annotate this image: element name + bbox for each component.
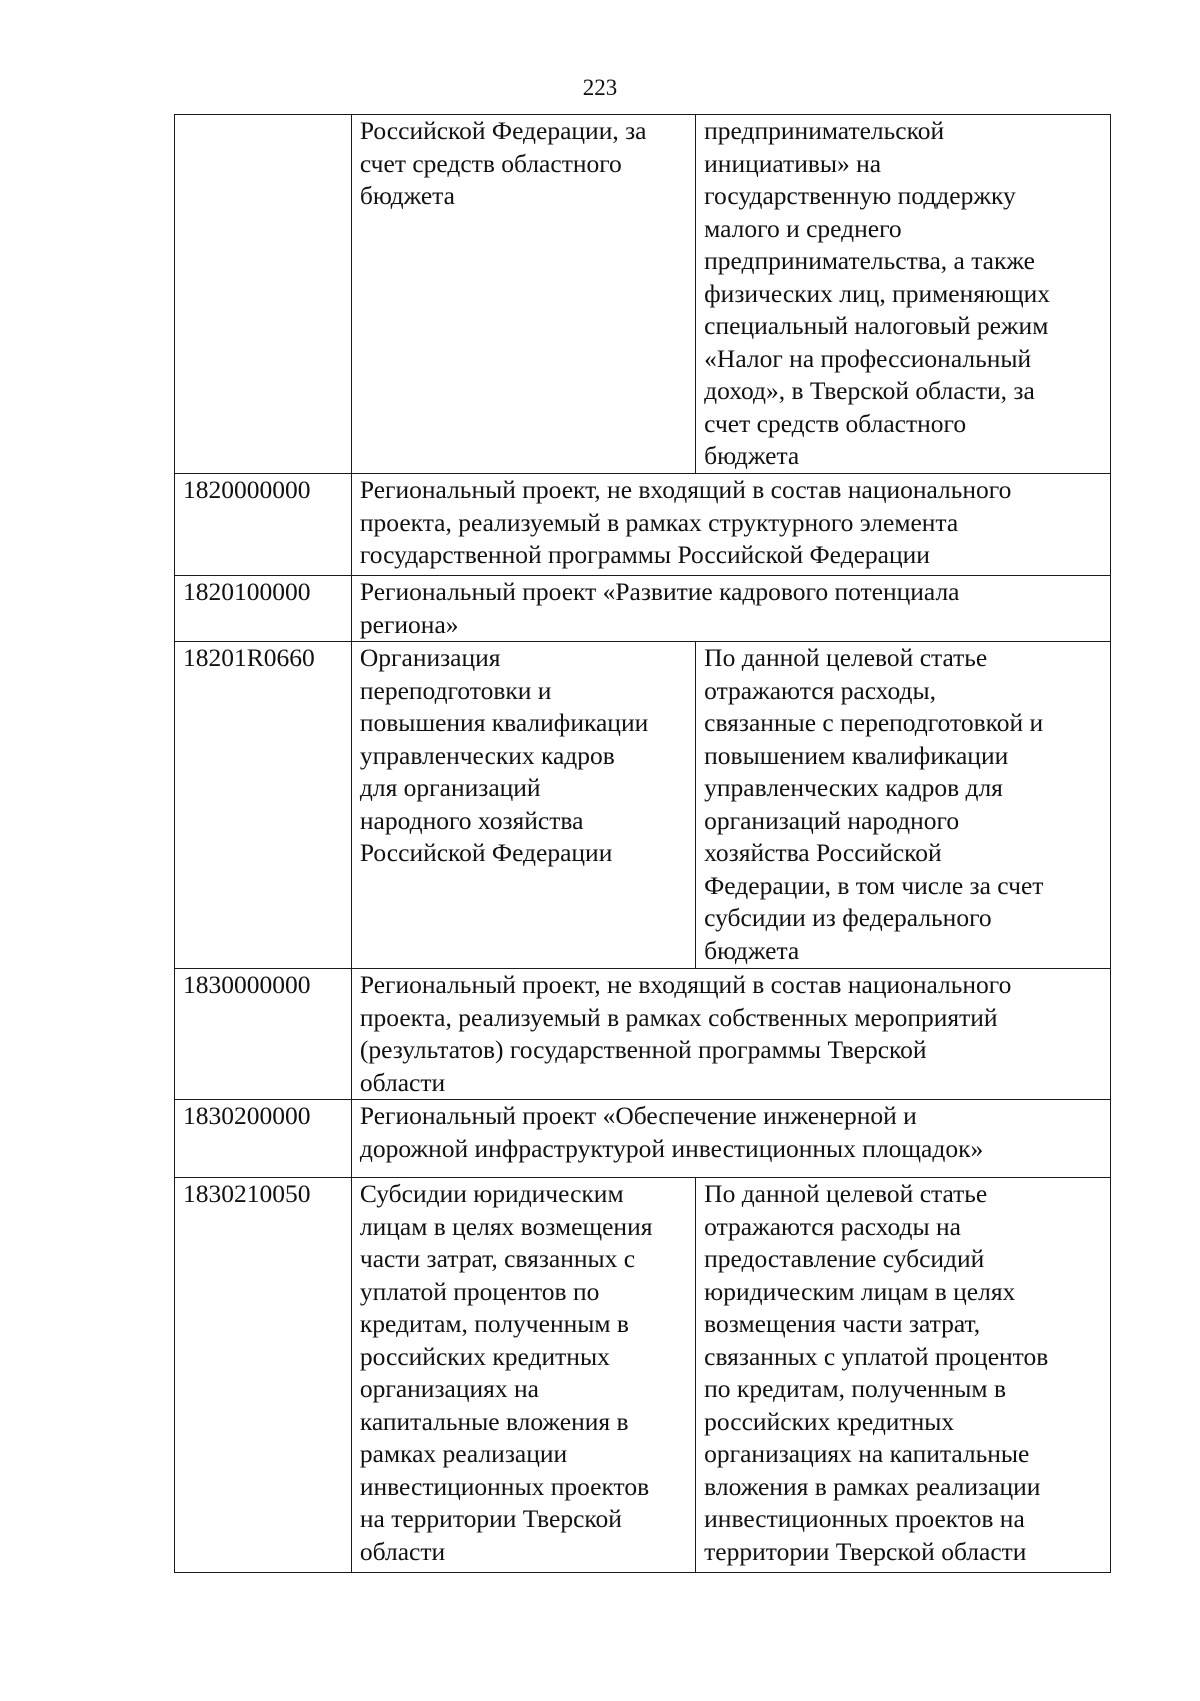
table-row	[175, 1100, 1111, 1178]
page-number: 223	[582, 75, 618, 100]
description-cell: По данной целевой статье отражаются расходы на предоставление субсидий юридическим лицам в целях возмещения части затрат, связанных с уплатой процентов по кредитам, полученным в российских кредитных организациях на капитальные вложения в рамках реализации инвестиционных проектов на территории Тверской области	[696, 1178, 1111, 1573]
code-cell: 1820100000	[175, 576, 352, 642]
code-cell: 1830210050	[175, 1178, 352, 1573]
table-row	[175, 1178, 1111, 1573]
code-cell: 1830200000	[175, 1100, 352, 1178]
table-row	[175, 969, 1111, 1100]
description-cell: предпринимательской инициативы» на государственную поддержку малого и среднего предпринимательства, а также физических лиц, применяющих специальный налоговый режим «Налог на профессиональный доход», в Тверской области, за счет средств областного бюджета	[696, 115, 1111, 474]
table-row	[175, 474, 1111, 576]
code-cell: 1820000000	[175, 474, 352, 576]
table-row	[175, 115, 1111, 474]
merged-cell: Региональный проект «Обеспечение инженерной и дорожной инфраструктурой инвестиционных площадок»	[351, 1100, 1110, 1178]
name-cell: Субсидии юридическим лицам в целях возмещения части затрат, связанных с уплатой процентов по кредитам, полученным в российских кредитных организациях на капитальные вложения в рамках реализации инвестиционных проектов на территории Тверской области	[351, 1178, 695, 1573]
merged-cell: Региональный проект, не входящий в состав национального проекта, реализуемый в рамках структурного элемента государственной программы Российской Федерации	[351, 474, 1110, 576]
table-row	[175, 642, 1111, 969]
name-cell: Российской Федерации, за счет средств областного бюджета	[351, 115, 695, 474]
table-row	[175, 576, 1111, 642]
merged-cell: Региональный проект «Развитие кадрового потенциала региона»	[351, 576, 1110, 642]
name-cell: Организация переподготовки и повышения квалификации управленческих кадров для организаций народного хозяйства Российской Федерации	[351, 642, 695, 969]
description-cell: По данной целевой статье отражаются расходы, связанные с переподготовкой и повышением квалификации управленческих кадров для организаций народного хозяйства Российской Федерации, в том числе за счет субсидии из федерального бюджета	[696, 642, 1111, 969]
budget-classification-table	[174, 114, 1111, 1573]
code-cell: 18201R0660	[175, 642, 352, 969]
code-cell	[175, 115, 352, 474]
code-cell: 1830000000	[175, 969, 352, 1100]
merged-cell: Региональный проект, не входящий в состав национального проекта, реализуемый в рамках собственных мероприятий (результатов) государственной программы Тверской области	[351, 969, 1110, 1100]
